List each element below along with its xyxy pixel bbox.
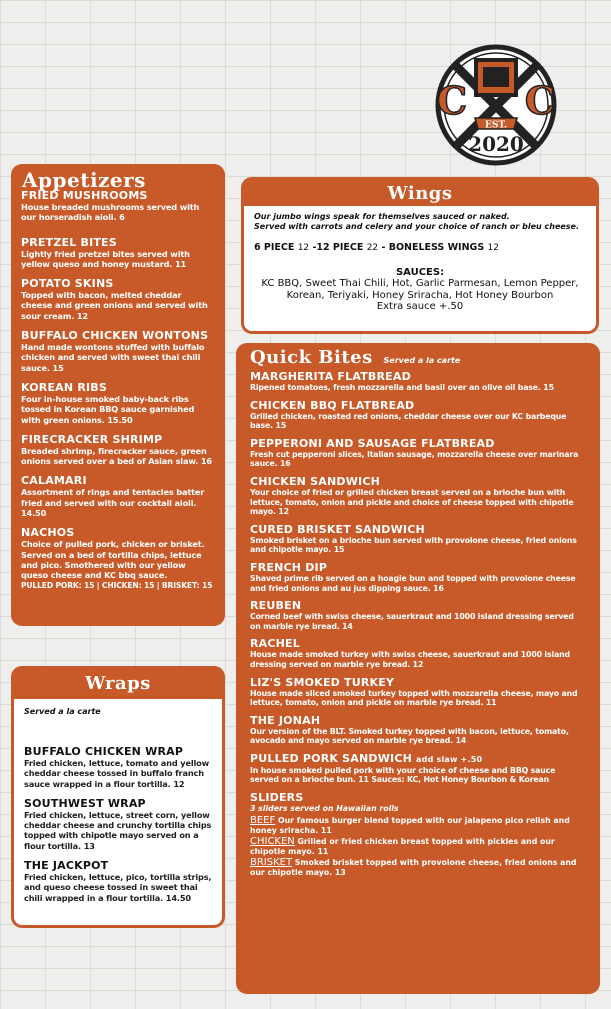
wings-6-label: 6 PIECE bbox=[254, 242, 295, 253]
wings-panel bbox=[241, 177, 599, 334]
wraps-panel bbox=[11, 666, 225, 928]
quick-item-name: THE JONAH bbox=[250, 713, 321, 727]
quick-bites-title: Quick Bites bbox=[250, 347, 373, 368]
quick-item-name: RACHEL bbox=[250, 637, 300, 651]
quick-item-name: PEPPERONI AND SAUSAGE FLATBREAD bbox=[250, 436, 495, 450]
quick-item-name: FRENCH DIP bbox=[250, 560, 328, 574]
slider-desc: Our famous burger blend topped with our jalapeno pico relish and honey sriracha. 11 bbox=[250, 816, 570, 835]
nachos-prices: PULLED PORK: 15 | CHICKEN: 15 | BRISKET: 15 bbox=[21, 580, 213, 590]
wings-desc-1: Our jumbo wings speak for themselves sauced or naked. bbox=[254, 212, 510, 221]
extra-sauce: Extra sauce +.50 bbox=[376, 301, 464, 312]
sliders-sub: 3 sliders served on Hawaiian rolls bbox=[250, 804, 399, 814]
slider-desc: Smoked brisket topped with provolone cheese, fried onions and our chipotle mayo. 13 bbox=[250, 858, 577, 878]
quick-item-name: LIZ'S SMOKED TURKEY bbox=[250, 675, 395, 689]
quick-serve-note: Served a la carte bbox=[383, 356, 461, 365]
wings-6-price: 12 bbox=[297, 243, 310, 253]
appetizer-desc: House breaded mushrooms served with our horseradish aioli. 6 bbox=[21, 202, 200, 223]
quick-item-desc: Fresh cut pepperoni slices, Italian sausage, mozzarella cheese over marinara sauce. 16 bbox=[250, 449, 579, 469]
slider-desc: Grilled or fried chicken breast topped with pickles and our chipotle mayo. 11 bbox=[250, 837, 555, 856]
wings-prices bbox=[254, 242, 586, 253]
wrap-desc: Fried chicken, lettuce, pico, tortilla strips, and queso cheese tossed in sweet thai chili wrapped in a flour tortilla. 14.50 bbox=[24, 872, 212, 903]
quick-item-desc: House made smoked turkey with swiss cheese, sauerkraut and 1000 island dressing served on marble rye bread. 12 bbox=[250, 650, 570, 669]
appetizer-name: CALAMARI bbox=[21, 474, 87, 488]
slider-label: BRISKET bbox=[250, 857, 293, 869]
quick-item-desc: Corned beef with swiss cheese, sauerkraut and 1000 island dressing served on marble rye bread. 14 bbox=[250, 612, 574, 631]
appetizer-name: PRETZEL BITES bbox=[21, 235, 117, 249]
appetizer-desc: Assortment of rings and tentacles batter fried and served with our cocktail aioli. 14.50 bbox=[21, 487, 205, 519]
quick-item-desc: House made sliced smoked turkey topped with mozzarella cheese, mayo and lettuce, tomato, onion and pickle on marble rye bread. 11 bbox=[250, 688, 578, 708]
boneless-price: 12 bbox=[487, 243, 499, 253]
logo-left-letter: C bbox=[436, 78, 468, 123]
quick-item-name: CHICKEN SANDWICH bbox=[250, 474, 380, 488]
quick-item-desc: Your choice of fried or grilled chicken breast served on a brioche bun with lettuce, tomato, onion and pickle and choice of cheese topped with chipotle mayo. 12 bbox=[250, 487, 574, 517]
logo-right-letter: C bbox=[524, 78, 556, 123]
appetizer-name: POTATO SKINS bbox=[21, 277, 114, 291]
wings-desc-2: Served with carrots and celery and your choice of ranch or bleu cheese. bbox=[254, 222, 580, 231]
sauces-title: SAUCES: bbox=[395, 267, 445, 278]
quick-item-desc: Grilled chicken, roasted red onions, cheddar cheese over our KC barbeque base. 15 bbox=[250, 411, 567, 431]
appetizers-panel bbox=[11, 164, 225, 626]
quick-item-desc: Our version of the BLT. Smoked turkey topped with bacon, lettuce, tomato, avocado and mayo served on marble rye bread. 14 bbox=[250, 726, 569, 746]
quick-item-name: MARGHERITA FLATBREAD bbox=[250, 370, 411, 383]
wrap-name: SOUTHWEST WRAP bbox=[24, 796, 146, 810]
appetizer-desc: Lightly fried pretzel bites served with yellow queso and honey mustard. 11 bbox=[21, 248, 190, 269]
appetizer-desc: Four in-house smoked baby-back ribs tossed in Korean BBQ sauce garnished with green onions. 15.50 bbox=[21, 393, 195, 425]
quick-item-desc: Smoked brisket on a brioche bun served with provolone cheese, fried onions and chipotle mayo. 15 bbox=[250, 535, 577, 555]
sliders-name: SLIDERS bbox=[250, 791, 304, 805]
wrap-desc: Fried chicken, lettuce, street corn, yellow cheddar cheese and crunchy tortilla chips topped with chipotle mayo served on a flour tortilla. 13 bbox=[24, 809, 212, 851]
wings-header bbox=[244, 180, 596, 206]
pulled-pork-desc: In house smoked pulled pork with your choice of cheese and BBQ sauce served on a brioche bun. 11 Sauces: KC, Hot Honey Bourbon & Korean bbox=[250, 765, 556, 785]
wings-12-price: 22 bbox=[366, 243, 379, 253]
wrap-name: BUFFALO CHICKEN WRAP bbox=[24, 745, 184, 758]
appetizer-desc: Hand made wontons stuffed with buffalo chicken and served with sweet thai chili sauce. 15 bbox=[21, 342, 205, 373]
cc-logo bbox=[417, 43, 575, 167]
quick-bites-heading bbox=[250, 348, 586, 371]
sauces-list: KC BBQ, Sweet Thai Chili, Hot, Garlic Parmesan, Lemon Pepper, Korean, Teriyaki, Honey Sriracha, Hot Honey Bourbon bbox=[261, 278, 579, 301]
pulled-pork-addon: add slaw +.50 bbox=[416, 754, 483, 764]
boneless-label: - BONELESS WINGS bbox=[381, 242, 485, 253]
wings-title: Wings bbox=[387, 183, 453, 204]
appetizer-name: BUFFALO CHICKEN WONTONS bbox=[21, 329, 209, 343]
wraps-serve-note: Served a la carte bbox=[24, 707, 101, 716]
appetizer-desc: Topped with bacon, melted cheddar cheese and green onions and served with sour cream. 12 bbox=[21, 290, 208, 321]
wrap-name: THE JACKPOT bbox=[24, 859, 109, 873]
logo-est: EST. bbox=[484, 120, 508, 131]
wrap-desc: Fried chicken, lettuce, tomato and yellow cheddar cheese tossed in buffalo franch sauce wrapped in a flour tortilla. 12 bbox=[24, 758, 210, 789]
appetizer-desc: Breaded shrimp, firecracker sauce, green onions served over a bed of Asian slaw. 16 bbox=[21, 445, 212, 467]
wraps-title: Wraps bbox=[85, 673, 151, 694]
pulled-pork-name: PULLED PORK SANDWICH bbox=[250, 751, 413, 765]
slider-chicken bbox=[250, 837, 586, 856]
slider-label: CHICKEN bbox=[250, 836, 295, 848]
quick-item-desc: Shaved prime rib served on a hoagie bun and topped with provolone cheese and fried onions and au jus dipping sauce. 16 bbox=[250, 573, 576, 593]
slider-label: BEEF bbox=[250, 815, 276, 827]
appetizer-name: KOREAN RIBS bbox=[21, 380, 107, 394]
slider-beef bbox=[250, 816, 586, 835]
quick-item-name: CHICKEN BBQ FLATBREAD bbox=[250, 398, 415, 412]
appetizer-desc: Choice of pulled pork, chicken or brisket. Served on a bed of tortilla chips, lettuce and pico. Smothered with our yellow queso cheese and KC bbq sauce. bbox=[21, 539, 205, 581]
appetizers-title: Appetizers bbox=[22, 168, 146, 192]
appetizer-name: NACHOS bbox=[21, 526, 75, 540]
appetizer-name: FRIED MUSHROOMS bbox=[21, 189, 148, 202]
pulled-pork-heading bbox=[250, 753, 586, 766]
quick-bites-panel bbox=[236, 343, 600, 994]
logo-year: 2020 bbox=[468, 132, 524, 156]
quick-item-name: CURED BRISKET SANDWICH bbox=[250, 522, 425, 536]
wraps-header bbox=[14, 669, 222, 699]
quick-item-desc: Ripened tomatoes, fresh mozzarella and basil over an olive oil base. 15 bbox=[250, 383, 554, 392]
wings-12-label: -12 PIECE bbox=[312, 242, 364, 253]
appetizer-name: FIRECRACKER SHRIMP bbox=[21, 432, 163, 446]
quick-item-name: REUBEN bbox=[250, 599, 302, 613]
slider-brisket bbox=[250, 858, 586, 877]
